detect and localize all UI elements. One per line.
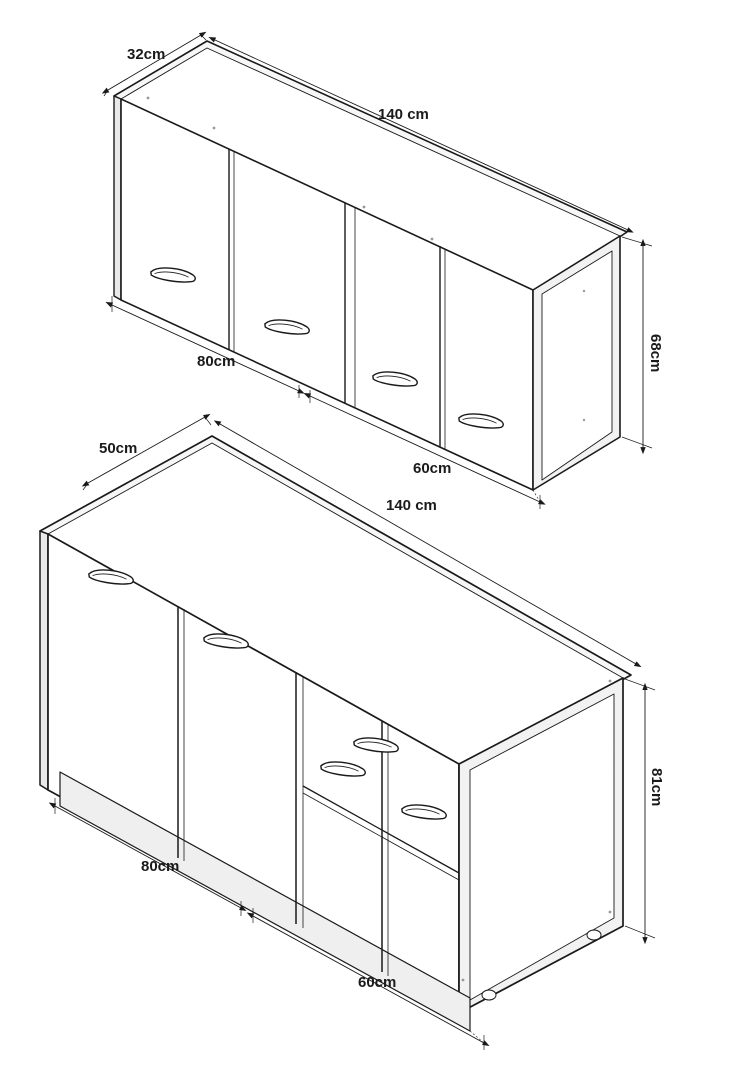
screw-mark — [363, 206, 366, 209]
dimension-label-depth-top: 32cm — [127, 46, 166, 63]
dimension-label-width-bottom: 140 cm — [386, 497, 437, 514]
dimension-label-section-80-top: 80cm — [197, 353, 236, 370]
dimension-label-section-80-bottom: 80cm — [141, 858, 180, 875]
adjustable-foot — [482, 990, 496, 1000]
dimension-label-width-top: 140 cm — [378, 106, 429, 123]
dimension-label-height-top: 68cm — [647, 334, 664, 373]
adjustable-foot — [587, 930, 601, 940]
screw-mark — [462, 979, 465, 982]
base-cabinet-body — [40, 436, 631, 1031]
dimension-label-height-bottom: 81cm — [648, 768, 665, 807]
wall-cabinet-left-panel — [114, 96, 121, 300]
screw-mark — [147, 97, 150, 100]
screw-mark — [609, 680, 612, 683]
dimension-label-section-60-bottom: 60cm — [358, 974, 397, 991]
base-cabinet-left-panel — [40, 531, 48, 790]
screw-mark — [431, 238, 434, 241]
wall-cabinet-body — [114, 41, 627, 490]
dimension-label-section-60-top: 60cm — [413, 460, 452, 477]
dimension-label-depth-bottom: 50cm — [99, 440, 138, 457]
screw-mark — [213, 127, 216, 130]
screw-mark — [609, 911, 612, 914]
screw-mark — [583, 419, 585, 421]
screw-mark — [583, 290, 585, 292]
